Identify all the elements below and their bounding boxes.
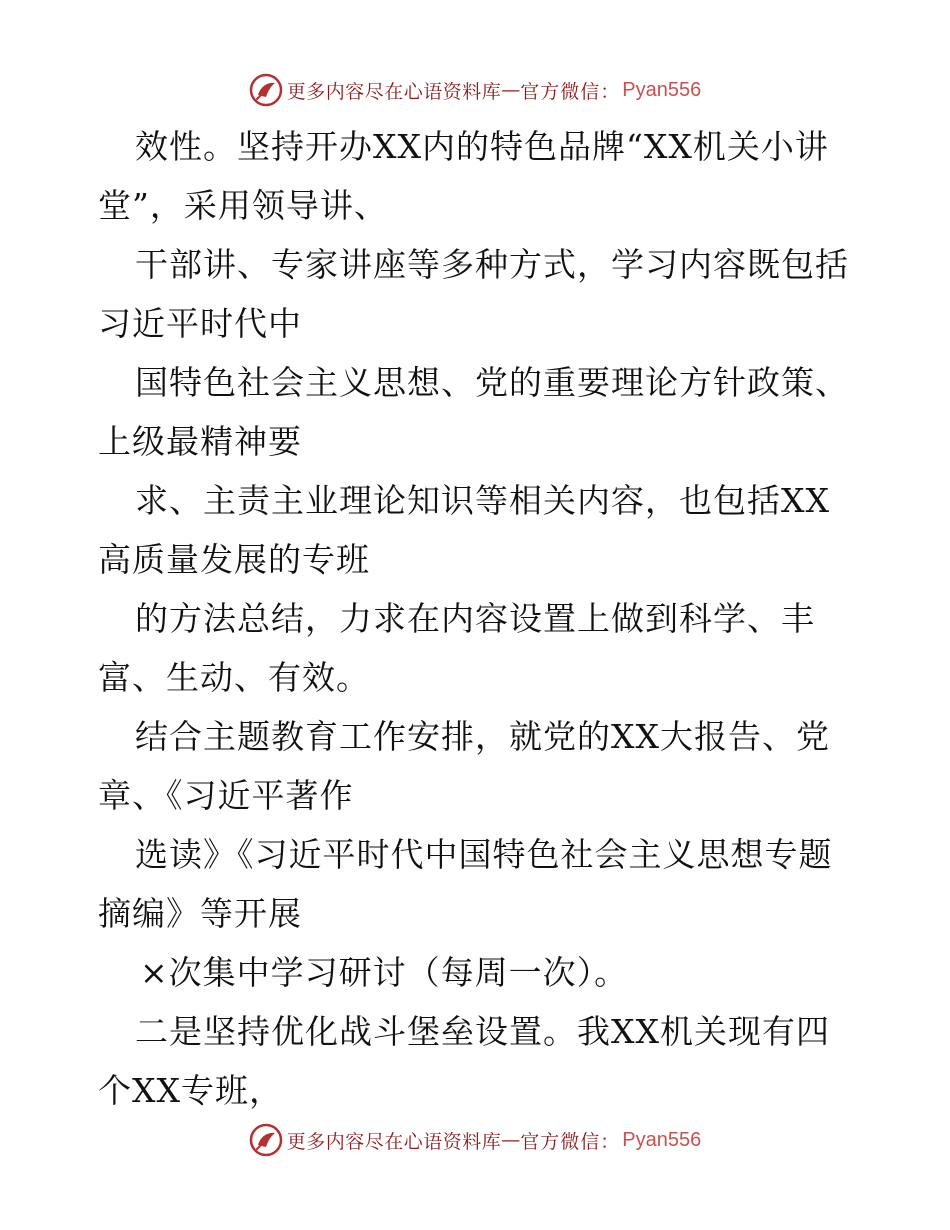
text-line: 求、主责主业理论知识等相关内容，也包括XX: [135, 481, 830, 520]
text-line: 高质量发展的专班: [98, 540, 370, 579]
text-line: 个XX专班，: [98, 1071, 283, 1110]
watermark-separator: —: [501, 1129, 521, 1151]
text-line: 效性。坚持开办XX内的特色品牌“XX机关小讲: [135, 127, 829, 166]
watermark-wechat-label: 官方微信：: [520, 80, 621, 103]
text-line: 选读》《习近平时代中国特色社会主义思想专题: [135, 835, 833, 874]
footer-watermark: [0, 1120, 950, 1160]
text-line: ×次集中学习研讨（每周一次）。: [140, 953, 629, 992]
text-line: 章、《习近平著作: [98, 776, 354, 815]
text-line: 结合主题教育工作安排，就党的XX大报告、党: [135, 717, 830, 756]
header-watermark: [0, 70, 950, 110]
text-line: 国特色社会主义思想、党的重要理论方针政策、: [135, 363, 849, 402]
watermark-site-text: 更多内容尽在心语资料库: [286, 1130, 502, 1153]
watermark-wechat-id: Pyan556: [622, 1128, 702, 1151]
library-logo-icon: [249, 73, 283, 107]
watermark-wechat-label: 官方微信：: [520, 1130, 621, 1153]
text-line: 干部讲、专家讲座等多种方式，学习内容既包括: [135, 245, 849, 284]
watermark-site-text: 更多内容尽在心语资料库: [286, 80, 502, 103]
watermark-wechat-id: Pyan556: [622, 78, 702, 101]
watermark-separator: —: [501, 79, 521, 101]
text-line: 二是坚持优化战斗堡垒设置。我XX机关现有四: [135, 1012, 830, 1051]
text-line: 习近平时代中: [98, 304, 302, 343]
text-line: 堂”，采用领导讲、: [98, 186, 388, 225]
library-logo-icon: [249, 1123, 283, 1157]
text-line: 上级最精神要: [98, 422, 302, 461]
text-line: 富、生动、有效。: [98, 658, 370, 697]
text-line: 摘编》等开展: [98, 894, 302, 933]
text-line: 的方法总结，力求在内容设置上做到科学、丰: [135, 599, 815, 638]
